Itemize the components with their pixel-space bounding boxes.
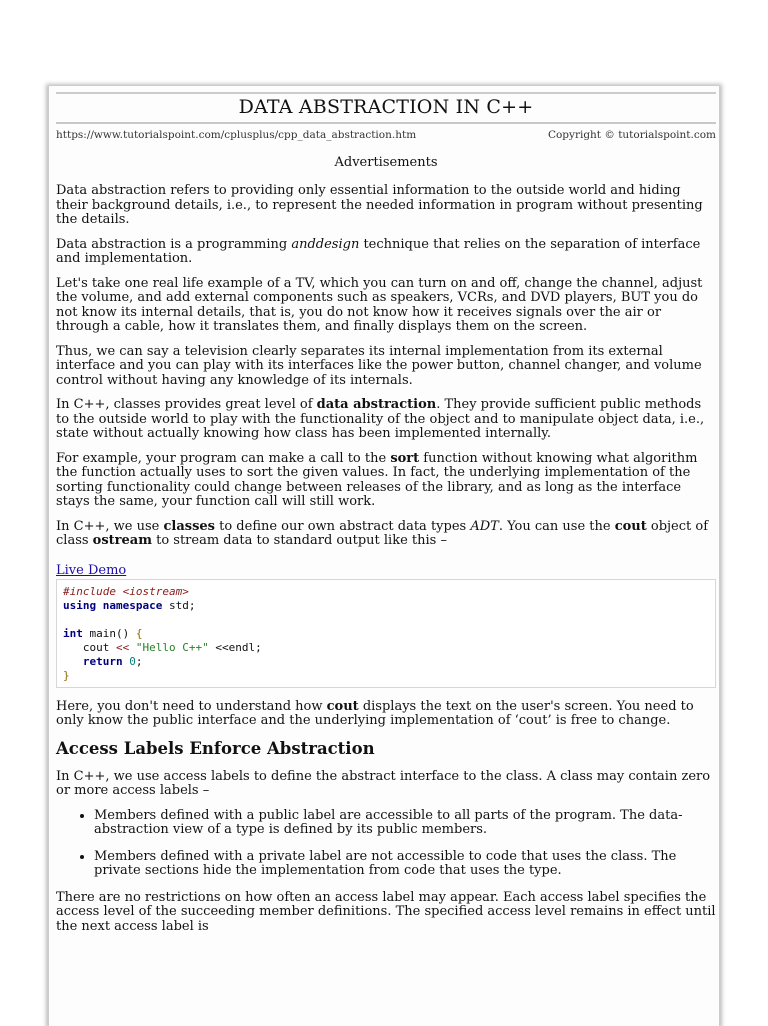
copyright-notice: Copyright © tutorialspoint.com <box>547 129 716 141</box>
code-line-1 <box>63 585 189 598</box>
bold-term: sort <box>390 450 420 466</box>
list-item: • Members defined with a private label are not accessible to code that uses the class. The private sections hide the implementation from code that uses the type. <box>94 850 716 879</box>
meta-row <box>56 129 716 141</box>
text-run: to define our own abstract data types <box>214 518 471 534</box>
bullet-list <box>56 809 716 879</box>
document-content <box>56 92 716 944</box>
code-line-2 <box>63 599 195 612</box>
code-token: "Hello C++" <box>129 640 209 654</box>
code-token: 0 <box>122 654 136 668</box>
paragraph-intro: Data abstraction refers to providing only essential information to the outside world and hiding their background details, i.e., to represent the needed information in program without presenting the details. <box>56 183 703 227</box>
code-token: << <box>115 640 130 654</box>
code-line-5 <box>63 641 262 654</box>
bold-term: cout <box>326 698 359 714</box>
text-run: . They provide sufficient public methods to the outside world to play with the functionality of the object and to manipulate object data, i.e., state without actually knowing how class has been implemented internally. <box>56 397 705 441</box>
paragraph-adt <box>56 520 716 549</box>
code-line-6 <box>63 655 142 668</box>
text-run: object of class <box>56 518 709 548</box>
text-run: For example, your program can make a call to the <box>56 450 391 466</box>
text-run: to stream data to standard output like this – <box>151 533 447 548</box>
code-token: cout <box>63 640 116 654</box>
section-heading: Access Labels Enforce Abstraction <box>56 738 375 758</box>
code-line-4 <box>63 627 142 640</box>
paragraph-television: Thus, we can say a television clearly separates its internal implementation from its external interface and you can play with its interfaces like the power button, channel changer, and volume control without having any knowledge of its internals. <box>56 343 702 388</box>
code-line-7 <box>63 669 70 682</box>
text-run: technique that relies on the separation of interface and implementation. <box>56 236 701 266</box>
code-token: <<endl; <box>208 640 262 654</box>
paragraph-access-labels: In C++, we use access labels to define the abstract interface to the class. A class may contain zero or more access labels – <box>56 768 711 798</box>
paragraph-technique <box>56 238 716 267</box>
code-token: main() <box>82 626 136 640</box>
code-token: namespace <box>102 598 163 612</box>
code-token: using <box>63 598 97 612</box>
code-token: return <box>63 654 123 668</box>
text-run: displays the text on the user's screen. You need to only know the public interface and the underlying implementation of ‘cout’ is free to change. <box>56 698 694 728</box>
code-token: } <box>63 668 70 682</box>
paragraph-classes <box>56 398 716 442</box>
paragraph-sort <box>56 452 716 510</box>
code-token: std; <box>162 598 196 612</box>
list-item: • Members defined with a public label are accessible to all parts of the program. The data-abstraction view of a type is defined by its public members. <box>94 809 716 838</box>
live-demo-link[interactable]: Live Demo <box>56 562 127 578</box>
code-token: #include <box>63 584 116 598</box>
math-term: anddesign <box>291 236 360 252</box>
code-token: { <box>135 626 143 640</box>
page-title: DATA ABSTRACTION IN C++ <box>56 92 716 124</box>
paragraph-tv-example: Let's take one real life example of a TV, which you can turn on and off, change the channel, adjust the volume, and add external components such as speakers, VCRs, and DVD players, BUT you do not know its internal details, that is, you do not know how it receives signals over the air or through a cable, how it translates them, and finally displays them on the screen. <box>56 275 703 334</box>
bold-term: data abstraction <box>316 397 437 412</box>
text-run: Here, you don't need to understand how <box>56 698 327 714</box>
code-token: <iostream> <box>115 584 189 598</box>
advertisements-label: Advertisements <box>334 155 438 170</box>
text-run: In C++, we use <box>56 518 164 534</box>
text-run: Data abstraction is a programming <box>56 236 292 252</box>
paragraph-cout <box>56 700 716 729</box>
code-token: int <box>63 626 83 640</box>
document-page <box>48 86 720 1026</box>
bold-term: cout <box>614 518 647 534</box>
source-url: https://www.tutorialspoint.com/cplusplus/cpp_data_abstraction.htm <box>56 129 417 141</box>
text-run: In C++, classes provides great level of <box>56 397 317 412</box>
bold-term: classes <box>163 518 215 534</box>
paragraph-restrictions: There are no restrictions on how often an access label may appear. Each access label specifies the access level of the succeeding member definitions. The specified access level remains in effect until the next access label is <box>56 889 716 934</box>
code-block <box>56 579 716 688</box>
text-run: . You can use the <box>498 518 615 534</box>
code-token: ; <box>135 654 143 668</box>
text-run: function without knowing what algorithm the function actually uses to sort the given values. In fact, the underlying implementation of the sorting functionality could change between releases of the library, and as long as the interface stays the same, your function call will still work. <box>56 450 698 509</box>
math-term: ADT <box>470 518 499 534</box>
bold-term: ostream <box>92 533 152 548</box>
